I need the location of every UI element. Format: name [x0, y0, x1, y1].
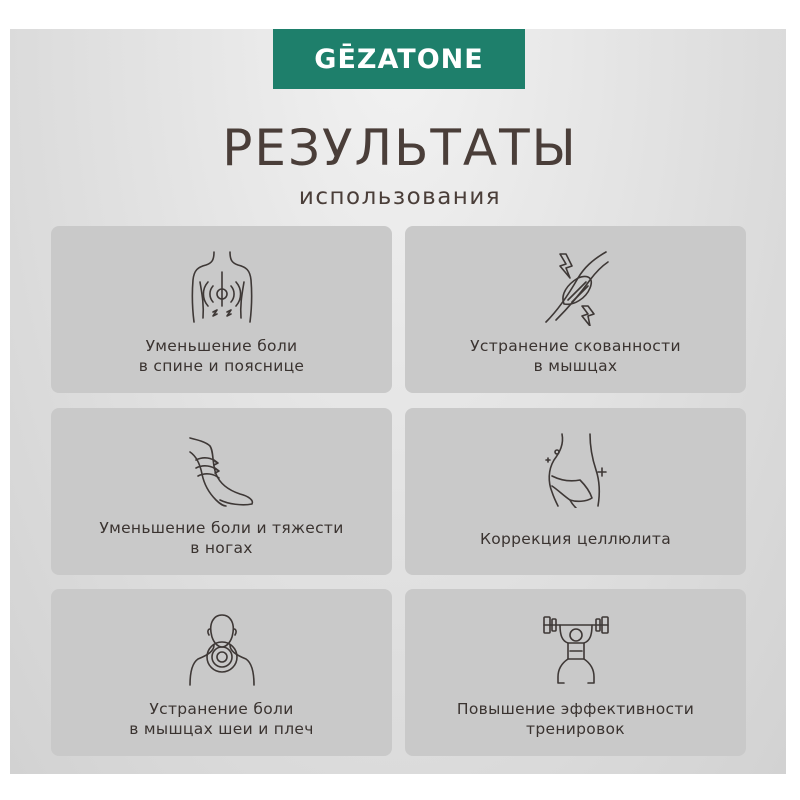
benefit-label-line2: тренировок: [526, 720, 625, 738]
cellulite-icon: [540, 430, 612, 508]
benefit-card-legs: [51, 408, 392, 575]
benefit-card-training: [405, 589, 746, 756]
benefit-label: [61, 336, 382, 376]
neck-shoulders-icon: [186, 611, 258, 689]
brand-name: GĒZATONE: [314, 43, 484, 75]
benefit-card-back: [51, 226, 392, 393]
brand-logo: [273, 29, 525, 89]
benefit-label-line1: Уменьшение боли: [145, 337, 298, 355]
benefit-label: [61, 699, 382, 739]
page-title: РЕЗУЛЬТАТЫ: [222, 119, 578, 177]
benefit-label-line2: в мышцах: [533, 357, 618, 375]
benefit-label: [415, 529, 736, 549]
benefit-label-line2: в мышцах шеи и плеч: [129, 720, 314, 738]
page-subtitle: использования: [298, 184, 502, 210]
benefit-label-line1: Уменьшение боли и тяжести: [99, 519, 344, 537]
back-pain-icon: [186, 248, 258, 326]
benefit-label: [61, 518, 382, 558]
muscle-stiffness-icon: [540, 248, 612, 326]
benefit-card-cellulite: [405, 408, 746, 575]
benefit-label: [415, 336, 736, 376]
benefit-label-line1: Повышение эффективности: [456, 700, 695, 718]
benefit-card-neck: [51, 589, 392, 756]
benefit-label-line1: Устранение скованности: [470, 337, 681, 355]
benefit-label-line1: Устранение боли: [149, 700, 294, 718]
benefit-card-muscles: [405, 226, 746, 393]
training-icon: [540, 611, 612, 689]
benefit-label: [415, 699, 736, 739]
benefit-label-line2: в спине и пояснице: [138, 357, 305, 375]
benefit-label-line2: в ногах: [190, 539, 253, 557]
benefit-label-line1: Коррекция целлюлита: [479, 530, 672, 548]
legs-icon: [186, 430, 258, 508]
